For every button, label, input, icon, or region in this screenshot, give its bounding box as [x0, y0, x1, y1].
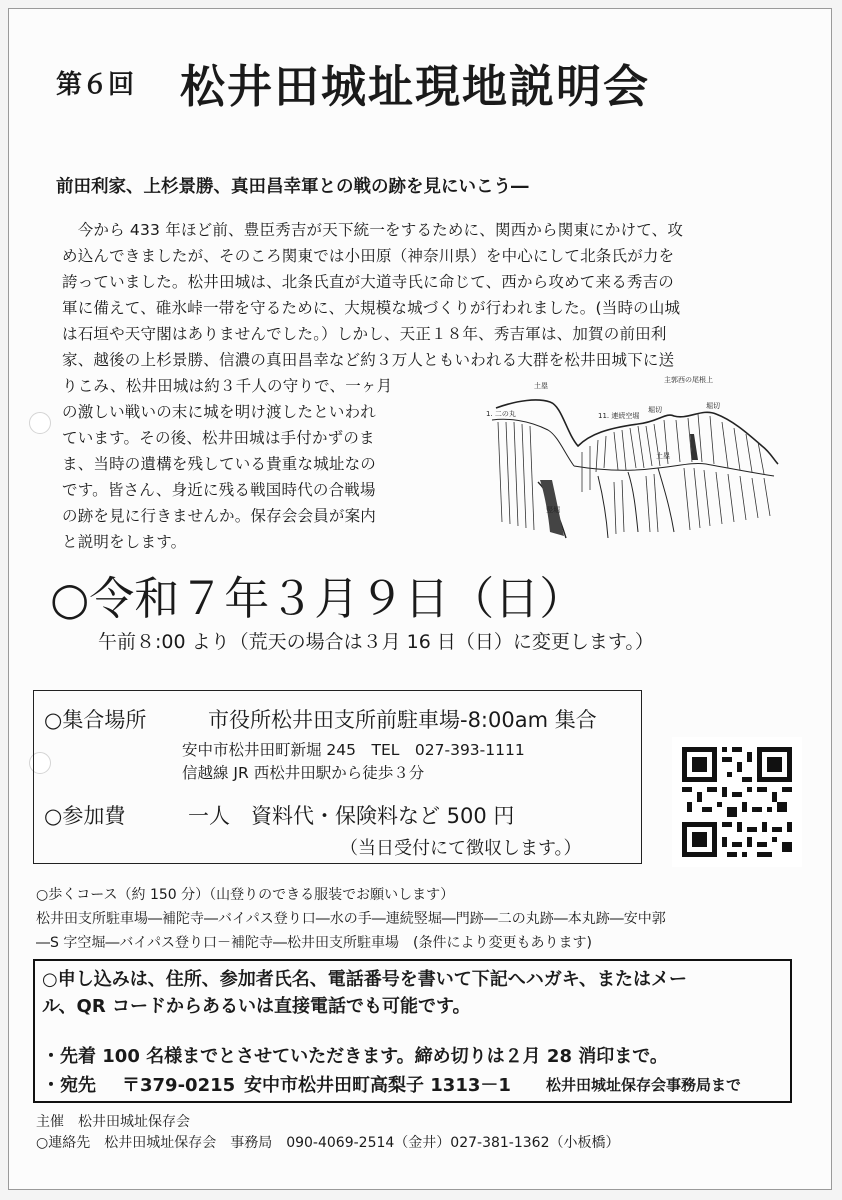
intro-line: の跡を見に行きませんか。保存会会員が案内: [62, 507, 377, 525]
fee-label: ○参加費: [44, 804, 126, 828]
meeting-access: 信越線 JR 西松井田駅から徒歩３分: [182, 764, 425, 782]
intro-line: と説明をします。: [62, 533, 187, 551]
intro-line: 誇っていました。松井田城は、北条氏直が大道寺氏に命じて、西から攻めて来る秀吉の: [62, 273, 674, 291]
intro-line: 軍に備えて、碓氷峠一帯を守るために、大規模な城づくりが行われました。(当時の山城: [62, 299, 681, 317]
illustration-label: 土塁: [534, 382, 548, 390]
intro-line: め込んできましたが、そのころ関東では小田原（神奈川県）を中心にして北条氏が力を: [62, 247, 675, 265]
apply-limit: ・先着 100 名様までとさせていただきます。締め切りは２月 28 消印まで。: [42, 1046, 668, 1067]
contact-info: ○連絡先 松井田城址保存会 事務局 090-4069-2514（金井）027-381-1362（小板橋）: [36, 1135, 620, 1151]
intro-line: の激しい戦いの末に城を明け渡したといわれ: [62, 403, 377, 421]
intro-line: りこみ、松井田城は約３千人の守りで、一ヶ月: [62, 377, 393, 395]
illustration-label: 竪堀: [546, 506, 560, 514]
intro-line: 今から 433 年ほど前、豊臣秀吉が天下統一をするために、関西から関東にかけて、攻: [62, 221, 684, 239]
intro-line: は石垣や天守閣はありませんでした。）しかし、天正１８年、秀吉軍は、加賀の前田利: [62, 325, 667, 343]
illustration-label: 堀切: [706, 402, 720, 410]
apply-instructions: ル、QR コードからあるいは直接電話でも可能です。: [42, 996, 471, 1017]
intro-line: 家、越後の上杉景勝、信濃の真田昌幸など約３万人ともいわれる大群を松井田城下に送: [62, 351, 675, 369]
event-time: 午前８:00 より（荒天の場合は３月 16 日（日）に変更します。）: [98, 631, 654, 653]
event-date: ○令和７年３月９日（日）: [50, 572, 585, 625]
fee-detail: 一人 資料代・保険料など 500 円: [188, 804, 515, 828]
edition-label: 第６回: [56, 70, 135, 100]
illustration-label: 11. 連続空堀: [598, 412, 640, 420]
illustration-label: 1. 二の丸: [486, 410, 516, 418]
apply-recipient: 松井田城址保存会事務局まで: [546, 1076, 742, 1094]
meeting-address: 安中市松井田町新堀 245 TEL 027-393-1111: [182, 741, 525, 759]
illustration-label: 堀切: [648, 406, 662, 414]
course-route: ―S 字空堀―バイパス登り口－補陀寺―松井田支所駐車場 (条件により変更もあります): [36, 935, 592, 951]
meeting-place-label: ○集合場所: [44, 708, 147, 732]
apply-address-label: ・宛先: [42, 1075, 96, 1096]
intro-line: ま、当時の遺構を残している貴重な城址なの: [62, 455, 377, 473]
illustration-label: 主郭西の尾根上: [664, 376, 713, 384]
organizer: 主催 松井田城址保存会: [36, 1114, 190, 1130]
meeting-place: 市役所松井田支所前駐車場-8:00am 集合: [208, 708, 597, 732]
intro-line: です。皆さん、身近に残る戦国時代の合戦場: [62, 481, 376, 499]
apply-address: 安中市松井田町高梨子 1313－1: [244, 1075, 511, 1096]
punch-hole: [29, 412, 51, 434]
apply-postal-code: 〒379-0215: [122, 1075, 236, 1096]
course-route: 松井田支所駐車場―補陀寺―バイパス登り口―水の手―連続竪堀―門跡―二の丸跡―本丸跡―安中郭: [36, 911, 666, 927]
castle-ruins-illustration: [478, 372, 780, 550]
page-subtitle: 前田利家、上杉景勝、真田昌幸軍との戦の跡を見にいこう―: [56, 177, 529, 197]
illustration-label: 土塁: [656, 452, 670, 460]
apply-instructions: ○申し込みは、住所、参加者氏名、電話番号を書いて下記へハガキ、またはメー: [42, 969, 687, 990]
intro-line: ています。その後、松井田城は手付かずのま: [62, 429, 375, 447]
page-title: 松井田城址現地説明会: [180, 60, 651, 113]
course-heading: ○歩くコース（約 150 分）（山登りのできる服装でお願いします）: [36, 887, 455, 903]
qr-code-icon[interactable]: [672, 737, 802, 867]
fee-note: （当日受付にて徴収します。）: [340, 838, 582, 859]
